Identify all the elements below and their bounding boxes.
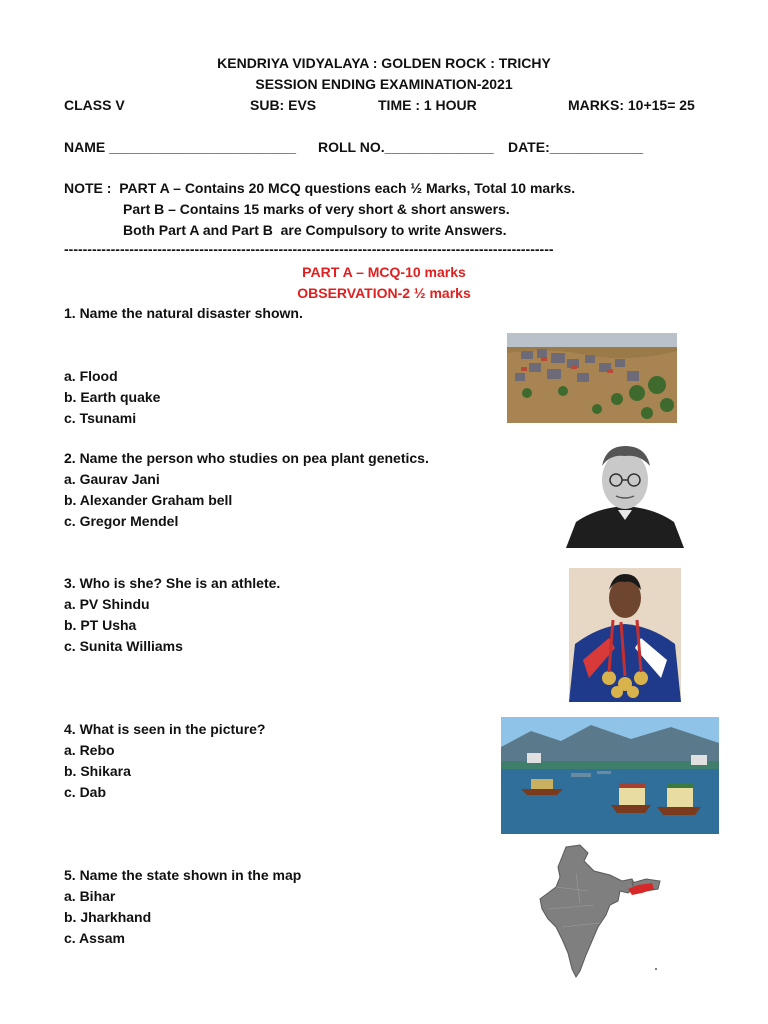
section-subtitle: OBSERVATION-2 ½ marks — [297, 285, 471, 301]
q2-option-b[interactable]: b. Alexander Graham bell — [64, 492, 233, 508]
athlete-photo-image — [569, 568, 681, 702]
question-3: 3. Who is she? She is an athlete. — [64, 575, 281, 591]
q2-option-a[interactable]: a. Gaurav Jani — [64, 471, 160, 487]
q4-option-c[interactable]: c. Dab — [64, 784, 107, 800]
exam-title: SESSION ENDING EXAMINATION-2021 — [255, 76, 513, 92]
india-map-image — [536, 843, 664, 981]
note-line-3: Both Part A and Part B are Compulsory to write Answers. — [123, 222, 507, 238]
time-label: TIME : 1 HOUR — [378, 97, 477, 113]
shikara-lake-image — [501, 717, 719, 834]
q5-option-a[interactable]: a. Bihar — [64, 888, 116, 904]
q3-option-a[interactable]: a. PV Shindu — [64, 596, 150, 612]
note-line-2: Part B – Contains 15 marks of very short & short answers. — [123, 201, 510, 217]
divider-line: --------------------------------------------------------------------------------------------------------- — [64, 241, 554, 257]
date-field[interactable]: DATE:____________ — [508, 139, 644, 155]
q1-option-c[interactable]: c. Tsunami — [64, 410, 137, 426]
name-field[interactable]: NAME ________________________ — [64, 139, 296, 155]
q3-option-b[interactable]: b. PT Usha — [64, 617, 137, 633]
q4-option-b[interactable]: b. Shikara — [64, 763, 131, 779]
class-label: CLASS V — [64, 97, 125, 113]
q2-option-c[interactable]: c. Gregor Mendel — [64, 513, 179, 529]
q5-option-b[interactable]: b. Jharkhand — [64, 909, 152, 925]
q4-option-a[interactable]: a. Rebo — [64, 742, 115, 758]
question-2: 2. Name the person who studies on pea plant genetics. — [64, 450, 429, 466]
marks-label: MARKS: 10+15= 25 — [568, 97, 695, 113]
q3-option-c[interactable]: c. Sunita Williams — [64, 638, 183, 654]
subject-label: SUB: EVS — [250, 97, 317, 113]
question-5: 5. Name the state shown in the map — [64, 867, 302, 883]
q1-option-b[interactable]: b. Earth quake — [64, 389, 161, 405]
note-line-1: NOTE : PART A – Contains 20 MCQ questions each ½ Marks, Total 10 marks. — [64, 180, 576, 196]
section-title: PART A – MCQ-10 marks — [302, 264, 466, 280]
mendel-portrait-image — [566, 440, 684, 548]
roll-field[interactable]: ROLL NO.______________ — [318, 139, 494, 155]
school-title: KENDRIYA VIDYALAYA : GOLDEN ROCK : TRICHY — [217, 55, 551, 71]
question-4: 4. What is seen in the picture? — [64, 721, 266, 737]
question-1: 1. Name the natural disaster shown. — [64, 305, 303, 321]
q5-option-c[interactable]: c. Assam — [64, 930, 125, 946]
flood-image — [507, 333, 677, 423]
q1-option-a[interactable]: a. Flood — [64, 368, 118, 384]
